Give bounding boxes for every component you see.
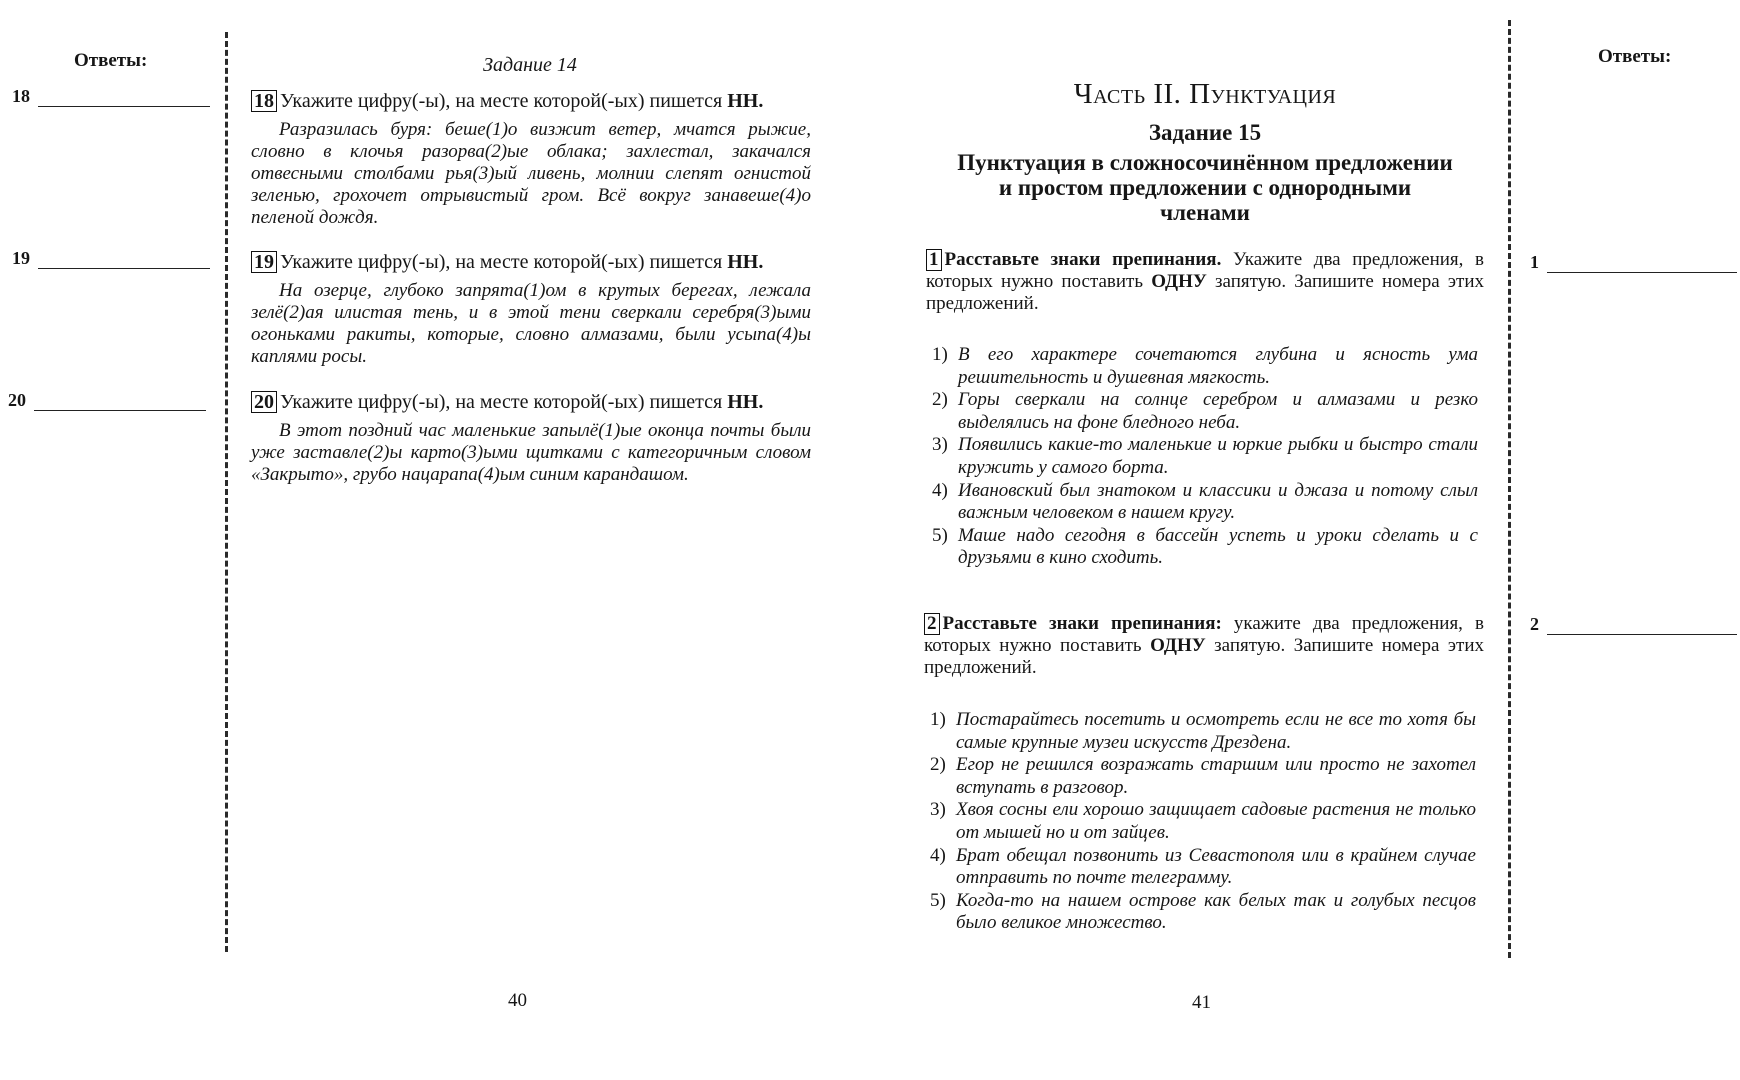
task-subtitle-line: Пунктуация в сложносочинённом предложении: [957, 150, 1453, 175]
answer-slot-1[interactable]: [1530, 252, 1737, 273]
option-item: 4) Ивановский был знатоком и классики и джаза и потому слыл важным человеком в нашем кругу.: [932, 479, 1478, 524]
option-item: 2) Горы сверкали на солнце серебром и алмазами и резко выделялись на фоне бледного неба.: [932, 389, 1478, 433]
page-number-left: 40: [508, 990, 527, 1011]
emphasis-odnu: ОДНУ: [1151, 271, 1207, 292]
question-19: [251, 250, 811, 368]
exercise-1-instruction: 1 Расставьте знаки препинания. Укажите два предложения, в которых нужно поставить ОДНУ запятую. Запишите номера этих предложений.: [926, 249, 1484, 314]
question-18: [251, 89, 811, 229]
cut-line-right: [1508, 20, 1511, 958]
task-subtitle: [920, 150, 1490, 225]
question-prompt: 18 Укажите цифру(-ы), на месте которой(-ых) пишется НН.: [251, 89, 811, 113]
task-subtitle-line: и простом предложении с однородными: [998, 175, 1412, 200]
answer-slot-number: 2: [1530, 614, 1539, 634]
question-20: [251, 390, 811, 486]
option-item: 3) Хвоя сосны ели хорошо защищает садовые растения не только от мышей но и от зайцев.: [930, 799, 1476, 843]
answer-slot-18[interactable]: [12, 86, 210, 107]
cut-line-left: [225, 32, 228, 952]
emphasis-nn: НН.: [727, 90, 764, 112]
answers-header-left: Ответы:: [74, 50, 148, 71]
task-subtitle-line: членами: [1160, 200, 1250, 225]
answers-header-right: Ответы:: [1598, 46, 1672, 67]
option-item: 1) В его характере сочетаются глубина и ясность ума решительность и душевная мягкость.: [932, 344, 1478, 388]
emphasis-nn: НН.: [727, 251, 764, 273]
exercise-number-box: 1: [926, 249, 942, 271]
answer-line[interactable]: [1547, 258, 1737, 273]
exercise-1-options: [932, 344, 1478, 570]
exercise-2-options: [930, 709, 1476, 935]
question-number-box: 20: [251, 391, 277, 413]
question-text: В этот поздний час маленькие запылё(1)ые оконца почты были уже заставле(2)ы карто(3)ыми щитками с категоричным словом «Закрыто», грубо нацарапа(4)ым синим карандашом.: [251, 420, 811, 485]
answer-slot-20[interactable]: [8, 390, 206, 411]
answer-slot-19[interactable]: [12, 248, 210, 269]
question-text: На озерце, глубоко запрята(1)ом в крутых берегах, лежала зелё(2)ая илистая тень, и в этой тени сверкали серебря(3)ыми огоньками ракиты, которые, словно алмазами, были усыпа(4)ы каплями росы.: [251, 280, 811, 367]
option-item: 4) Брат обещал позвонить из Севастополя или в крайнем случае отправить по почте телеграмму.: [930, 844, 1476, 889]
option-item: 5) Маше надо сегодня в бассейн успеть и уроки сделать и с друзьями в кино сходить.: [932, 524, 1478, 569]
answer-slot-2[interactable]: [1530, 614, 1737, 635]
answer-slot-number: 19: [12, 248, 30, 268]
question-prompt: 20 Укажите цифру(-ы), на месте которой(-ых) пишется НН.: [251, 390, 811, 414]
option-item: 2) Егор не решился возражать старшим или просто не захотел вступать в разговор.: [930, 754, 1476, 798]
emphasis-nn: НН.: [727, 391, 764, 413]
answer-line[interactable]: [38, 254, 210, 269]
exercise-number-box: 2: [924, 613, 940, 635]
question-prompt: 19 Укажите цифру(-ы), на месте которой(-ых) пишется НН.: [251, 250, 811, 274]
page-number-right: 41: [1192, 992, 1211, 1013]
task-title-14: Задание 14: [483, 54, 577, 76]
answer-slot-number: 20: [8, 390, 26, 410]
answer-line[interactable]: [1547, 620, 1737, 635]
exercise-2-instruction: 2 Расставьте знаки препинания: укажите два предложения, в которых нужно поставить ОДНУ запятую. Запишите номера этих предложений.: [924, 613, 1484, 678]
part-title: Часть II. Пунктуация: [1073, 78, 1337, 110]
option-item: 5) Когда-то на нашем острове как белых так и голубых песцов было великое множество.: [930, 889, 1476, 934]
question-text: Разразилась буря: беше(1)о визжит ветер, мчатся рыжие, словно в клочья разорва(2)ые облака; захлестал, закачался отвесными столбами рья(3)ый ливень, молнии слепят огнистой зеленью, грохочет отрывистый гром. Всё вокруг занавеше(4)о пеленой дождя.: [251, 119, 811, 228]
answer-line[interactable]: [34, 396, 206, 411]
task-title-15: Задание 15: [1148, 120, 1262, 145]
emphasis-odnu: ОДНУ: [1150, 635, 1206, 656]
answer-slot-number: 1: [1530, 252, 1539, 272]
question-number-box: 19: [251, 251, 277, 273]
answer-slot-number: 18: [12, 86, 30, 106]
answer-line[interactable]: [38, 92, 210, 107]
option-item: 1) Постарайтесь посетить и осмотреть если не все то хотя бы самые крупные музеи искусств Дрездена.: [930, 709, 1476, 753]
question-number-box: 18: [251, 90, 277, 112]
option-item: 3) Появились какие-то маленькие и юркие рыбки и быстро стали кружить у самого борта.: [932, 434, 1478, 478]
